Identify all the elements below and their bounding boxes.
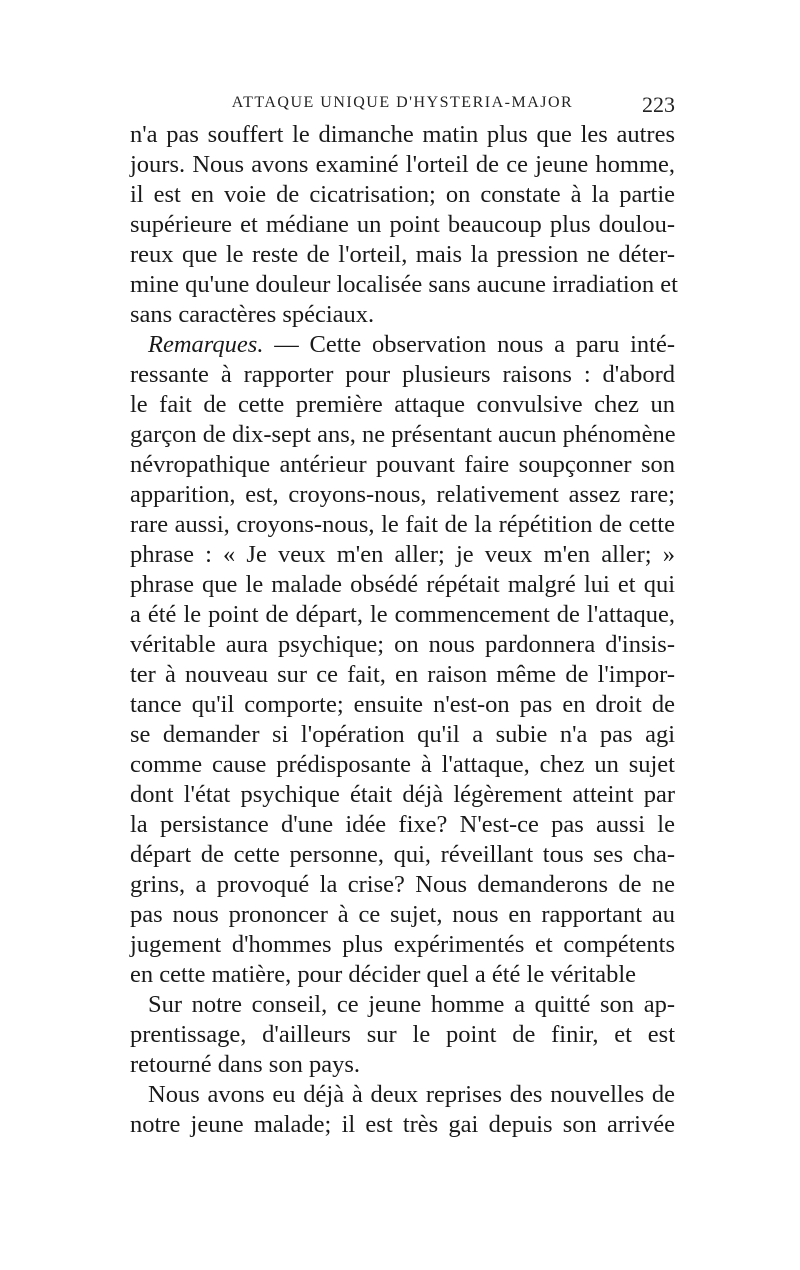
page-number: 223 [642, 92, 675, 117]
text-line: jugement d'hommes plus expérimentés et compétents [130, 931, 675, 958]
text-line: comme cause prédisposante à l'attaque, chez un sujet [130, 751, 675, 778]
text-line: en cette matière, pour décider quel a été le véritable [130, 961, 637, 988]
text-line: sans caractères spéciaux. [130, 301, 375, 328]
text-line: se demander si l'opération qu'il a subie n'a pas agi [130, 721, 675, 748]
remarks-lead-text: — Cette observation nous a paru inté- [263, 331, 675, 358]
text-line: notre jeune malade; il est très gai depuis son arrivée [130, 1111, 675, 1138]
text-line: la persistance d'une idée fixe? N'est-ce pas aussi le [130, 811, 675, 838]
text-line: dont l'état psychique était déjà légèrement atteint par [130, 781, 675, 808]
text-line: jours. Nous avons examiné l'orteil de ce jeune homme, [130, 151, 675, 178]
running-title: ATTAQUE UNIQUE D'HYSTERIA-MAJOR [231, 94, 574, 111]
text-line: ressante à rapporter pour plusieurs raisons : d'abord [130, 361, 675, 388]
text-line: a été le point de départ, le commencement de l'attaque, [130, 601, 675, 628]
text-line: véritable aura psychique; on nous pardonnera d'insis- [130, 631, 675, 658]
text-line: grins, a provoqué la crise? Nous demanderons de ne [130, 871, 675, 898]
running-head [130, 92, 675, 120]
text-line: phrase que le malade obsédé répétait malgré lui et qui [130, 571, 675, 598]
text-line: le fait de cette première attaque convulsive chez un [130, 391, 675, 418]
text-line: tance qu'il comporte; ensuite n'est-on pas en droit de [130, 691, 675, 718]
text-line: ter à nouveau sur ce fait, en raison même de l'impor- [130, 661, 675, 688]
text-line: pas nous prononcer à ce sujet, nous en rapportant au [130, 901, 675, 928]
text-line: départ de cette personne, qui, réveillant tous ses cha- [130, 841, 675, 868]
text-line: rare aussi, croyons-nous, le fait de la répétition de cette [130, 511, 675, 538]
text-line: phrase : « Je veux m'en aller; je veux m'en aller; » [130, 541, 675, 568]
text-line: apparition, est, croyons-nous, relativement assez rare; [130, 481, 675, 508]
text-line: il est en voie de cicatrisation; on constate à la partie [130, 181, 675, 208]
text-line: Nous avons eu déjà à deux reprises des nouvelles de [148, 1081, 675, 1108]
text-line: prentissage, d'ailleurs sur le point de finir, et est [130, 1021, 675, 1048]
remarks-heading: Remarques. [148, 331, 264, 358]
text-line: supérieure et médiane un point beaucoup plus doulou- [130, 211, 675, 238]
text-line: reux que le reste de l'orteil, mais la pression ne déter- [130, 241, 675, 268]
text-line: retourné dans son pays. [130, 1051, 360, 1078]
text-line: garçon de dix-sept ans, ne présentant aucun phénomène [130, 421, 676, 448]
body-text [130, 120, 678, 1140]
text-line: Sur notre conseil, ce jeune homme a quitté son ap- [148, 991, 675, 1018]
text-line: mine qu'une douleur localisée sans aucune irradiation et [130, 271, 678, 298]
text-line: n'a pas souffert le dimanche matin plus que les autres [130, 121, 675, 148]
text-line: névropathique antérieur pouvant faire soupçonner son [130, 451, 675, 478]
remarks-first-line [130, 330, 675, 360]
